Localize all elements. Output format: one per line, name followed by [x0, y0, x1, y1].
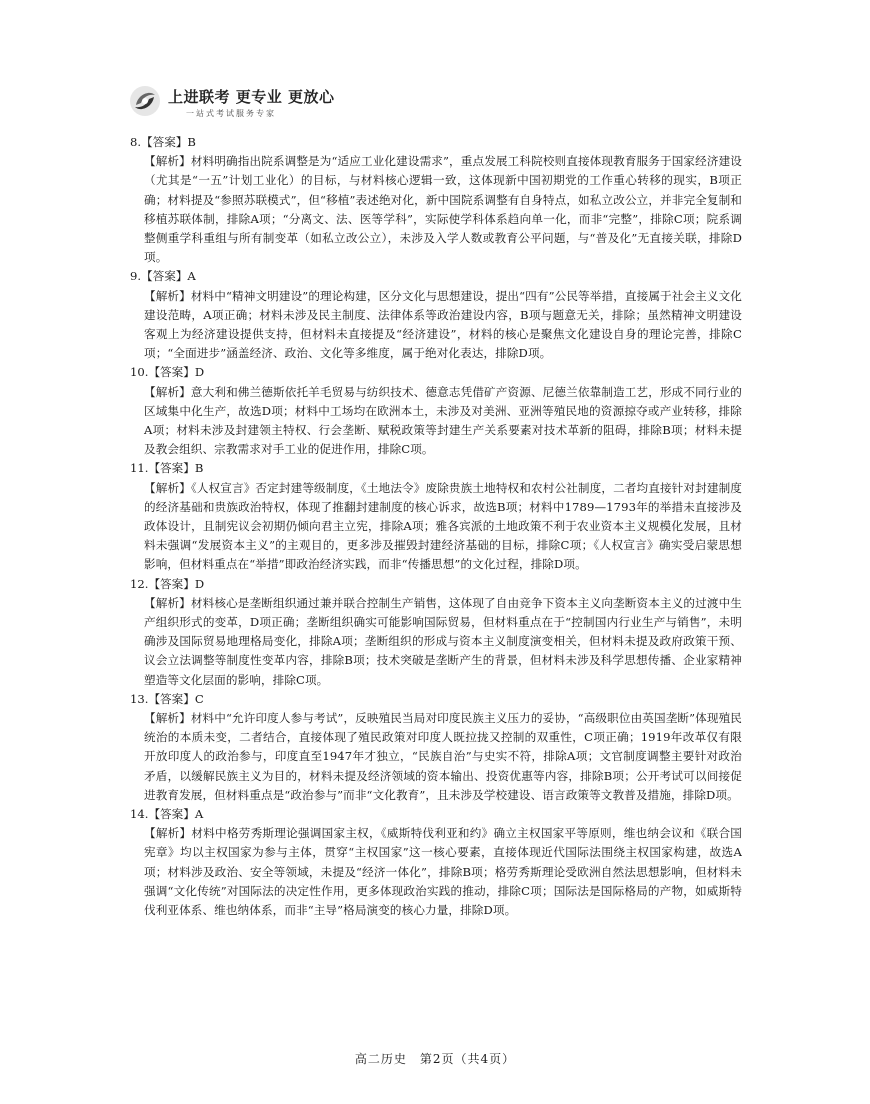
analysis-text: 【解析】意大利和佛兰德斯依托羊毛贸易与纺织技术、德意志凭借矿产资源、尼德兰依靠制造工艺，形成不同行业的区域集中化生产，故选D项；材料中工场均在欧洲本土，未涉及对美洲、亚洲等殖民地的资源掠夺或产业转移，排除A项；材料未涉及封建领主特权、行会垄断、赋税政策等封建生产关系要素对技术革新的阻碍，排除B项；材料未提及教会组织、宗教需求对手工业的促进作用，排除C项。	[144, 384, 742, 457]
analysis-text: 【解析】材料中“精神文明建设”的理论构建，区分文化与思想建设，提出“四有”公民等举措，直接属于社会主义文化建设范畴，A项正确；材料未涉及民主制度、法律体系等政治建设内容，B项与题意无关，排除；虽然精神文明建设客观上为经济建设提供支持，但材料未直接提及“经济建设”，材料的核心是聚焦文化建设自身的理论完善，排除C项；“全面进步”涵盖经济、政治、文化等多维度，属于绝对化表达，排除D项。	[144, 288, 742, 361]
header-sub-slogan: 一站式考试服务专家	[186, 109, 276, 118]
answer-line: 13.【答案】C	[130, 691, 204, 706]
question-item-13	[130, 690, 742, 805]
brand-logo-icon	[128, 84, 162, 118]
analysis-text: 【解析】材料中格劳秀斯理论强调国家主权，《威斯特伐利亚和约》确立主权国家平等原则，维也纳会议和《联合国宪章》均以主权国家为参与主体，贯穿“主权国家”这一核心要素，直接体现近代国际法围绕主权国家构建，故选A项；材料涉及政治、安全等领域，未提及“经济一体化”，排除B项；格劳秀斯理论受欧洲自然法思想影响，但材料未强调“文化传统”对国际法的决定性作用，更多体现政治实践的推动，排除C项；国际法是国际格局的产物，如威斯特伐利亚体系、维也纳体系，而非“主导”格局演变的核心力量，排除D项。	[144, 826, 742, 918]
question-item-14	[130, 805, 742, 920]
answer-line: 14.【答案】A	[130, 807, 204, 822]
analysis-text: 【解析】《人权宣言》否定封建等级制度，《土地法令》废除贵族土地特权和农村公社制度，二者均直接针对封建制度的经济基础和贵族政治特权，体现了推翻封建制度的核心诉求，故选B项；材料中1789—1793年的举措未直接涉及政体设计，且制宪议会初期仍倾向君主立宪，排除A项；雅各宾派的土地政策不利于农业资本主义规模化发展，且材料未强调“发展资本主义”的主观目的，更多涉及摧毁封建经济基础的目标，排除C项；《人权宣言》确实受启蒙思想影响，但材料重点在“举措”即政治经济实践，而非“传播思想”的文化过程，排除D项。	[144, 480, 742, 572]
page-header	[128, 80, 428, 124]
header-slogan: 上进联考 更专业 更放心	[168, 88, 335, 106]
question-item-11	[130, 459, 742, 574]
question-item-9	[130, 267, 742, 363]
analysis-text: 【解析】材料明确指出院系调整是为“适应工业化建设需求”，重点发展工科院校则直接体现教育服务于国家经济建设（尤其是“一五”计划工业化）的目标，与材料核心逻辑一致，这体现新中国初期党的工作重心转移的现实，B项正确；材料提及“参照苏联模式”，但“移植”表述绝对化，新中国院系调整有自身特点，如私立改公立，并非完全复制和移植苏联体制，排除A项；“分离文、法、医等学科”，实际使学科体系趋向单一化，而非“完整”，排除C项；院系调整侧重学科重组与所有制变革（如私立改公立），未涉及入学人数或教育公平问题，与“普及化”无直接关联，排除D项。	[144, 154, 742, 265]
question-item-12	[130, 575, 742, 690]
analysis-text: 【解析】材料中“允许印度人参与考试”，反映殖民当局对印度民族主义压力的妥协，“高级职位由英国垄断”体现殖民统治的本质未变，二者结合，直接体现了殖民政策对印度人既拉拢又控制的双重性，C项正确；1919年改革仅有限开放印度人的政治参与，印度直至1947年才独立，“民族自治”与史实不符，排除A项；文官制度调整主要针对政治矛盾，以缓解民族主义为目的，材料未提及经济领域的资本输出、投资优惠等内容，排除B项；公开考试可以间接促进教育发展，但材料重点是“政治参与”而非“文化教育”，且未涉及学校建设、语言政策等文教普及措施，排除D项。	[144, 711, 742, 802]
question-item-8	[130, 133, 742, 267]
analysis-text: 【解析】材料核心是垄断组织通过兼并联合控制生产销售，这体现了自由竞争下资本主义向垄断资本主义的过渡中生产组织形式的变革，D项正确；垄断组织确实可能影响国际贸易，但材料重点在于“控制国内行业生产与销售”，未明确涉及国际贸易地理格局变化，排除A项；垄断组织的形成与资本主义制度演变相关，但材料未提及政府政策干预、议会立法调整等制度性变革内容，排除B项；技术突破是垄断产生的背景，但材料未涉及科学思想传播、企业家精神塑造等文化层面的影响，排除C项。	[144, 595, 742, 687]
answer-line: 10.【答案】D	[130, 365, 205, 380]
answer-line: 11.【答案】B	[130, 461, 204, 476]
answer-line: 8.【答案】B	[130, 135, 196, 149]
answer-list	[130, 133, 742, 920]
answer-line: 9.【答案】A	[130, 269, 196, 284]
question-item-10	[130, 363, 742, 459]
page-footer: 高二历史 第2页（共4页）	[354, 1052, 516, 1066]
answer-line: 12.【答案】D	[130, 576, 205, 591]
